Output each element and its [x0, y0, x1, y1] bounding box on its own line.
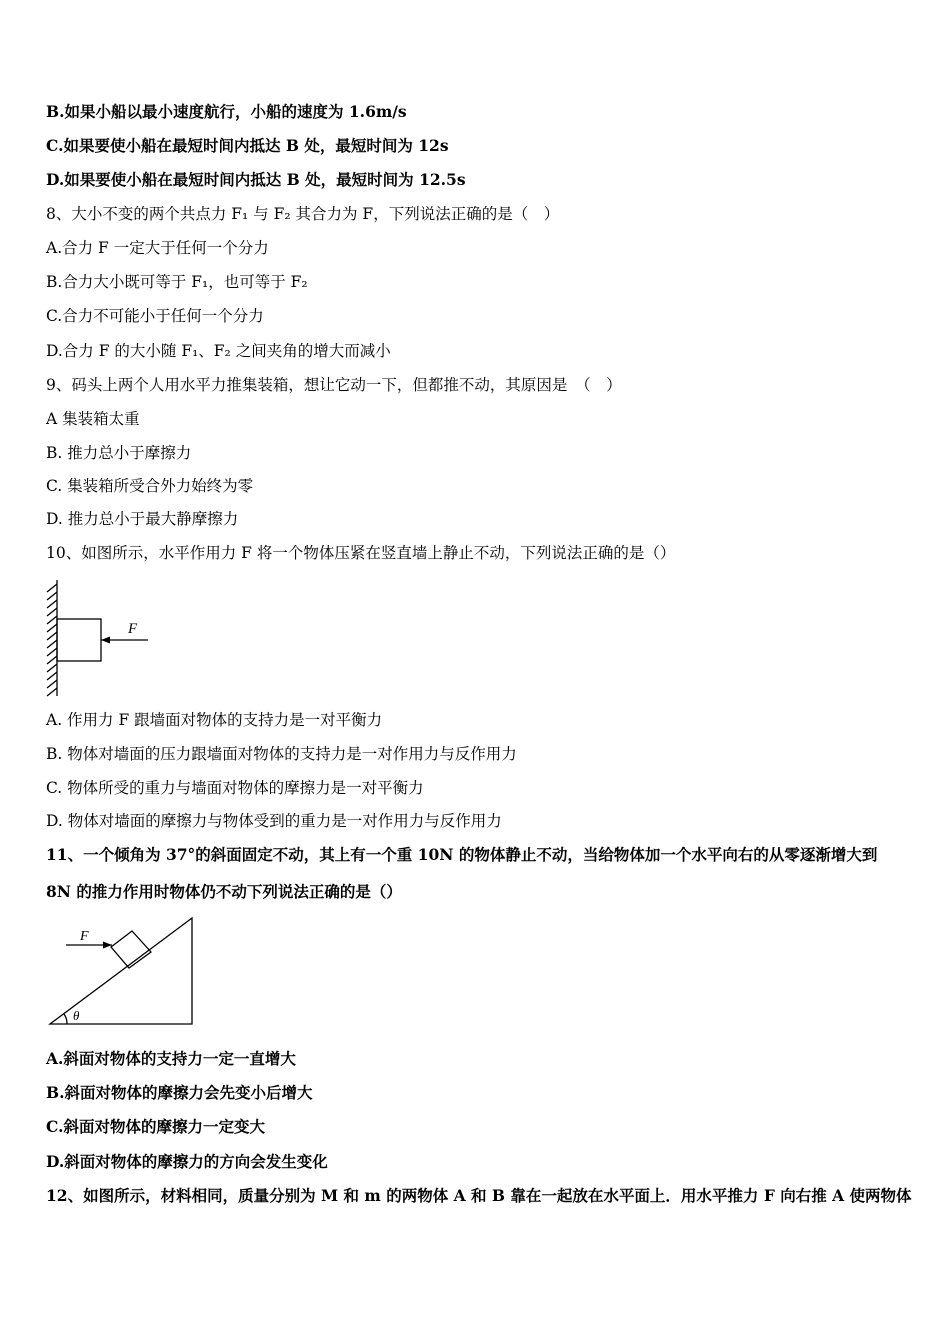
q9-option-b: B. 推力总小于摩擦力 [46, 444, 192, 462]
q10-option-b: B. 物体对墙面的压力跟墙面对物体的支持力是一对作用力与反作用力 [46, 745, 517, 763]
q9-option-c: C. 集装箱所受合外力始终为零 [46, 477, 254, 495]
q7-option-b: B.如果小船以最小速度航行，小船的速度为 1.6m/s [46, 102, 407, 121]
incline [50, 918, 192, 1024]
q11-option-c: C.斜面对物体的摩擦力一定变大 [46, 1117, 265, 1136]
incline-figure [44, 912, 200, 1030]
q8-option-c: C.合力不可能小于任何一个分力 [46, 307, 264, 325]
angle-label: θ [73, 1008, 80, 1023]
q11-option-d: D.斜面对物体的摩擦力的方向会发生变化 [46, 1152, 328, 1171]
q8-stem: 8、大小不变的两个共点力 F₁ 与 F₂ 其合力为 F，下列说法正确的是（ ） [46, 205, 560, 223]
q7-option-d: D.如果要使小船在最短时间内抵达 B 处，最短时间为 12.5s [46, 170, 466, 189]
block [111, 931, 151, 968]
q10-stem: 10、如图所示，水平作用力 F 将一个物体压紧在竖直墙上静止不动，下列说法正确的是（） [46, 544, 676, 562]
q9-option-a: A 集装箱太重 [46, 410, 140, 428]
q8-option-a: A.合力 F 一定大于任何一个分力 [46, 239, 269, 257]
force-label: F [128, 621, 138, 637]
q11-option-b: B.斜面对物体的摩擦力会先变小后增大 [46, 1083, 313, 1102]
q11-option-a: A.斜面对物体的支持力一定一直增大 [46, 1049, 296, 1068]
angle-arc [64, 1014, 67, 1024]
q10-option-c: C. 物体所受的重力与墙面对物体的摩擦力是一对平衡力 [46, 779, 424, 797]
q8-option-d: D.合力 F 的大小随 F₁、F₂ 之间夹角的增大而减小 [46, 342, 391, 360]
q7-option-c: C.如果要使小船在最短时间内抵达 B 处，最短时间为 12s [46, 136, 449, 155]
block [57, 619, 101, 661]
q9-stem: 9、码头上两个人用水平力推集装箱，想让它动一下，但都推不动，其原因是 （ ） [46, 376, 622, 394]
force-label: F [80, 929, 89, 944]
q11-stem-line2: 8N 的推力作用时物体仍不动下列说法正确的是（） [46, 882, 402, 901]
wall-block-figure [40, 578, 160, 700]
q12-stem: 12、如图所示，材料相同，质量分别为 M 和 m 的两物体 A 和 B 靠在一起放在水平面上．用水平推力 F 向右推 A 使两物体 [46, 1186, 912, 1205]
q8-option-b: B.合力大小既可等于 F₁，也可等于 F₂ [46, 273, 308, 291]
q9-option-d: D. 推力总小于最大静摩擦力 [46, 510, 239, 528]
q11-stem-line1: 11、一个倾角为 37°的斜面固定不动，其上有一个重 10N 的物体静止不动，当给物体加一个水平向右的从零逐渐增大到 [46, 845, 878, 864]
q10-option-d: D. 物体对墙面的摩擦力与物体受到的重力是一对作用力与反作用力 [46, 812, 502, 830]
q10-option-a: A. 作用力 F 跟墙面对物体的支持力是一对平衡力 [46, 711, 383, 729]
